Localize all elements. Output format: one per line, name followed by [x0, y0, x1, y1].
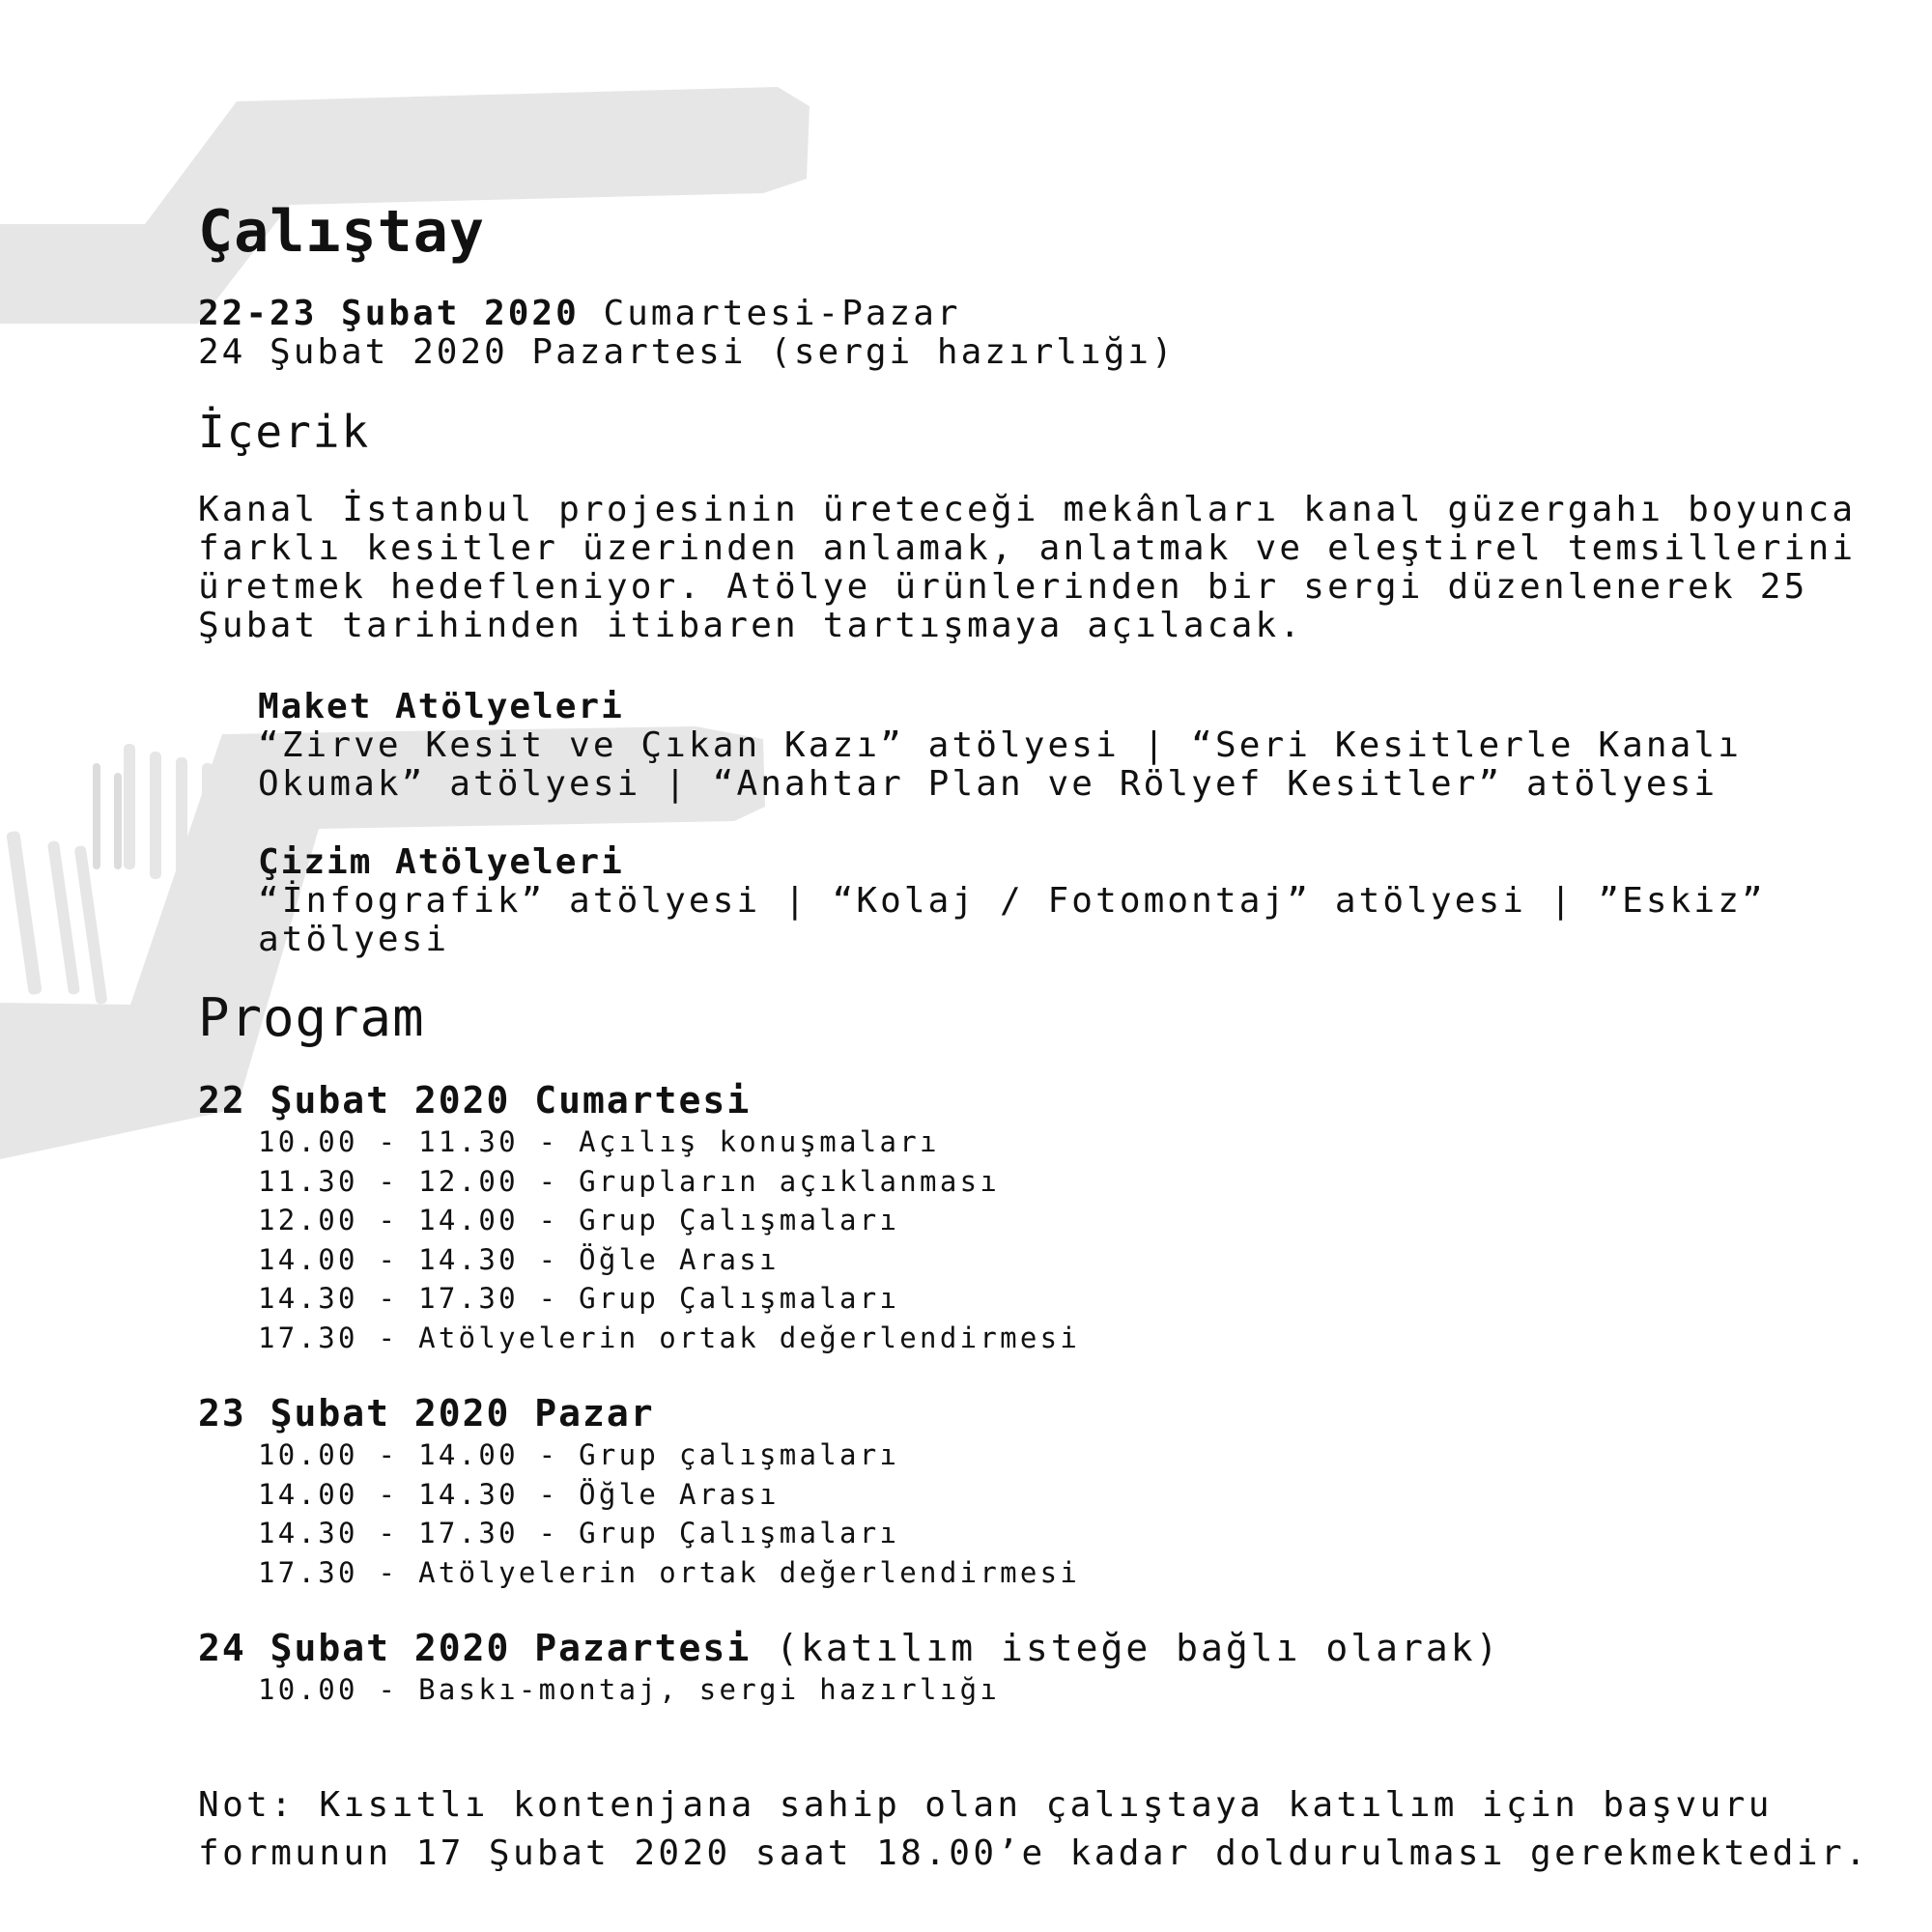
day-note: (katılım isteğe bağlı olarak) [751, 1627, 1501, 1669]
workshop-group-title: Çizim Atölyeleri [258, 842, 624, 882]
footer-note [198, 1781, 1869, 1878]
day-title: 22 Şubat 2020 Cumartesi [198, 1079, 752, 1122]
paragraph-line: farklı kesitler üzerinden anlamak, anlatmak ve eleştirel temsillerini [198, 528, 1857, 568]
day-heading [198, 1079, 751, 1122]
paragraph-line: Kanal İstanbul projesinin üreteceği mekânları kanal güzergahı boyunca [198, 490, 1857, 529]
schedule-item: 10.00 - 11.30 - Açılış konuşmaları [258, 1125, 940, 1158]
date-range-bold: 22-23 Şubat 2020 [198, 294, 580, 333]
workshop-group-title: Maket Atölyeleri [258, 687, 624, 726]
drawing-workshops [258, 843, 1766, 959]
program-heading: Program [198, 987, 425, 1048]
day-heading [198, 1627, 1501, 1669]
workshop-line: “İnfografik” atölyesi | “Kolaj / Fotomontaj” atölyesi | ”Eskiz” [258, 881, 1766, 921]
schedule-item: 14.30 - 17.30 - Grup Çalışmaları [258, 1282, 900, 1315]
model-workshops [258, 688, 1742, 804]
schedule-item: 17.30 - Atölyelerin ortak değerlendirmesi [258, 1555, 1081, 1589]
schedule-item: 12.00 - 14.00 - Grup Çalışmaları [258, 1204, 900, 1236]
extra-date: 24 Şubat 2020 Pazartesi (sergi hazırlığı) [198, 332, 1176, 372]
schedule-item: 17.30 - Atölyelerin ortak değerlendirmesi [258, 1321, 1081, 1354]
date-range [198, 294, 961, 333]
paragraph-line: Şubat tarihinden itibaren tartışmaya açılacak. [198, 606, 1304, 645]
workshop-line: “Zirve Kesit ve Çıkan Kazı” atölyesi | “Seri Kesitlerle Kanalı [258, 725, 1742, 765]
schedule-list [258, 1435, 1080, 1592]
schedule-item: 10.00 - 14.00 - Grup çalışmaları [258, 1438, 900, 1471]
schedule-list [258, 1670, 1000, 1710]
workshop-line: Okumak” atölyesi | “Anahtar Plan ve Rölyef Kesitler” atölyesi [258, 764, 1719, 804]
footer-line: formunun 17 Şubat 2020 saat 18.00’e kadar doldurulması gerekmektedir. [198, 1833, 1870, 1873]
day-heading [198, 1392, 655, 1435]
day-title: 23 Şubat 2020 Pazar [198, 1392, 655, 1435]
schedule-item: 14.00 - 14.30 - Öğle Arası [258, 1477, 780, 1511]
date-range-days: Cumartesi-Pazar [579, 294, 961, 333]
paragraph-line: üretmek hedefleniyor. Atölye ürünlerinden bir sergi düzenlenerek 25 [198, 567, 1808, 607]
schedule-item: 14.00 - 14.30 - Öğle Arası [258, 1242, 780, 1276]
content-paragraph [198, 491, 1856, 645]
workshop-line: atölyesi [258, 920, 450, 959]
schedule-item: 11.30 - 12.00 - Grupların açıklanması [258, 1164, 1001, 1198]
page-title: Çalıştay [198, 198, 485, 266]
content-heading: İçerik [198, 406, 371, 458]
schedule-item: 14.30 - 17.30 - Grup Çalışmaları [258, 1517, 900, 1549]
schedule-list [258, 1122, 1080, 1357]
day-title: 24 Şubat 2020 Pazartesi [198, 1627, 752, 1669]
event-dates [198, 295, 1176, 372]
footer-line: Not: Kısıtlı kontenjana sahip olan çalıştaya katılım için başvuru [198, 1785, 1773, 1825]
schedule-item: 10.00 - Baskı-montaj, sergi hazırlığı [258, 1673, 1001, 1706]
